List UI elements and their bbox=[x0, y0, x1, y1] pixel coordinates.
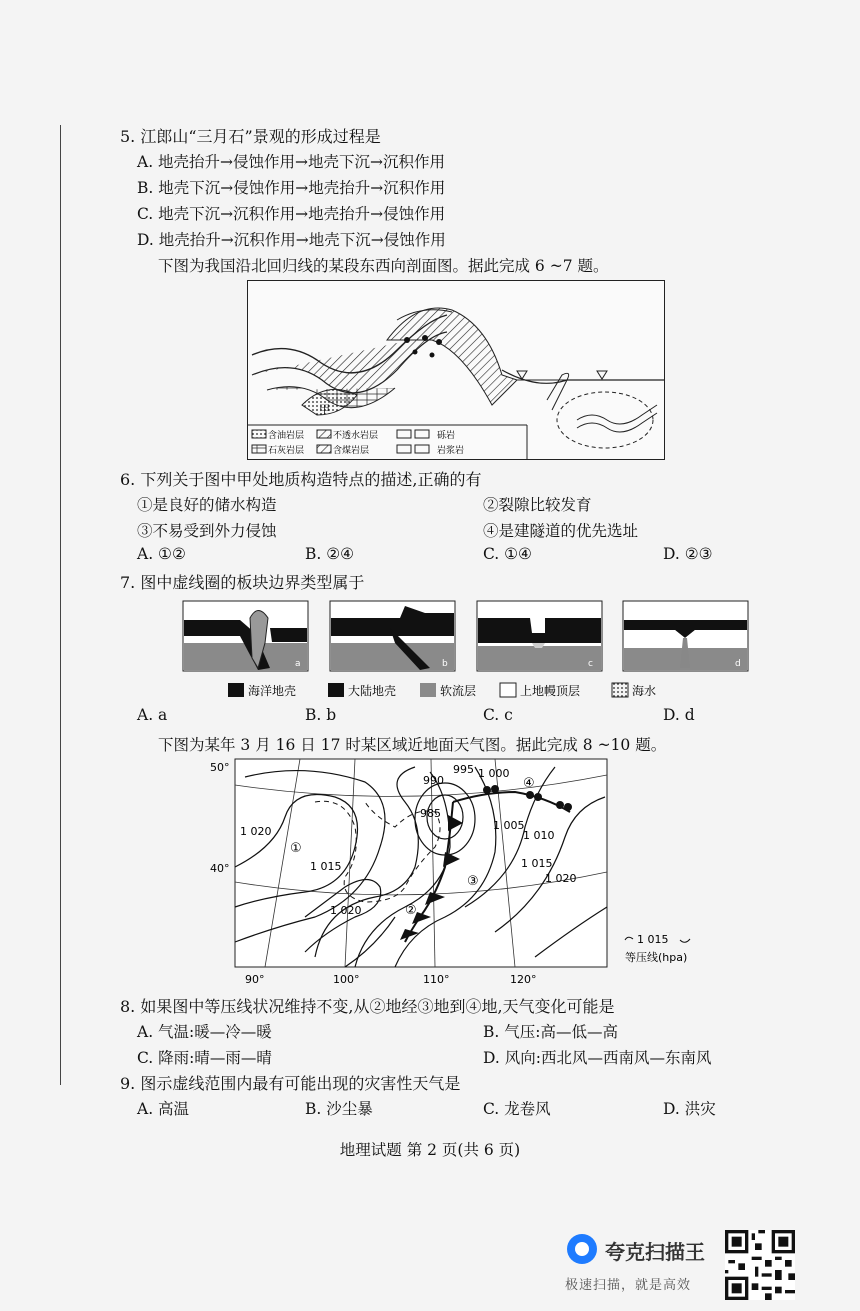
legend-isobar-label: 等压线(hpa) bbox=[625, 951, 688, 964]
isobar-995: 995 bbox=[453, 763, 474, 776]
intro-8-10: 下图为某年 3 月 16 日 17 时某区域近地面天气图。据此完成 8 ~10 题。 bbox=[158, 736, 667, 754]
plate-boundary-figure bbox=[180, 598, 750, 706]
panel-c bbox=[477, 601, 602, 671]
point-1: ① bbox=[290, 841, 302, 856]
q5-stem: 5. 江郎山“三月石”景观的形成过程是 bbox=[120, 127, 381, 146]
q6-option-c: C. ①④ bbox=[483, 545, 532, 563]
quark-logo-icon bbox=[567, 1234, 597, 1264]
q7-option-c: C. c bbox=[483, 706, 513, 724]
legend-continental: 大陆地壳 bbox=[348, 684, 397, 698]
weather-map-figure bbox=[205, 757, 710, 987]
point-3: ③ bbox=[467, 874, 479, 889]
q6-item-2: ②裂隙比较发育 bbox=[483, 496, 592, 514]
isobar-1015-east: 1 015 bbox=[521, 857, 553, 870]
lat-40: 40° bbox=[210, 862, 230, 875]
lon-100: 100° bbox=[333, 973, 360, 986]
legend-oceanic: 海洋地壳 bbox=[248, 684, 297, 698]
legend-asthenosphere: 软流层 bbox=[440, 684, 477, 698]
page-footer: 地理试题 第 2 页(共 6 页) bbox=[339, 1141, 521, 1159]
scanner-watermark bbox=[565, 1230, 805, 1300]
lon-90: 90° bbox=[245, 973, 265, 986]
q8-stem: 8. 如果图中等压线状况维持不变,从②地经③地到④地,天气变化可能是 bbox=[120, 997, 615, 1016]
q6-stem: 6. 下列关于图中甲处地质构造特点的描述,正确的有 bbox=[120, 470, 482, 489]
q7-option-b: B. b bbox=[305, 706, 337, 724]
isobar-1010: 1 010 bbox=[523, 829, 555, 842]
legend-oil: 含油岩层 bbox=[268, 431, 305, 441]
q6-item-3: ③不易受到外力侵蚀 bbox=[137, 522, 277, 540]
isobar-1005: 1 005 bbox=[493, 819, 525, 832]
lon-120: 120° bbox=[510, 973, 537, 986]
legend-impermeable: 不透水岩层 bbox=[333, 431, 379, 441]
legend-limestone: 石灰岩层 bbox=[268, 446, 305, 456]
q5-option-d: D. 地壳抬升→沉积作用→地壳下沉→侵蚀作用 bbox=[137, 231, 446, 249]
q8-option-c: C. 降雨:晴—雨—晴 bbox=[137, 1049, 272, 1067]
panel-a bbox=[183, 601, 308, 671]
q9-option-a: A. 高温 bbox=[137, 1100, 190, 1118]
isobar-1020-east: 1 020 bbox=[545, 872, 577, 885]
qr-code-icon bbox=[725, 1230, 795, 1300]
q6-option-d: D. ②③ bbox=[663, 545, 713, 563]
q6-option-b: B. ②④ bbox=[305, 545, 355, 563]
q6-item-4: ④是建隧道的优先选址 bbox=[483, 522, 639, 540]
q6-option-a: A. ①② bbox=[137, 545, 186, 563]
q7-stem: 7. 图中虚线圈的板块边界类型属于 bbox=[120, 573, 365, 592]
margin-line bbox=[60, 125, 61, 1085]
q9-option-b: B. 沙尘暴 bbox=[305, 1100, 373, 1118]
panel-b-label: b bbox=[442, 659, 448, 669]
watermark-subtitle: 极速扫描，就是高效 bbox=[565, 1278, 692, 1293]
panel-d bbox=[623, 601, 748, 671]
panel-c-label: c bbox=[588, 659, 593, 669]
legend-upper-mantle: 上地幔顶层 bbox=[520, 684, 581, 698]
legend-magma: 岩浆岩 bbox=[437, 446, 465, 456]
legend-isobar-value: 1 015 bbox=[637, 933, 669, 946]
q8-option-b: B. 气压:高—低—高 bbox=[483, 1023, 618, 1041]
isobar-1020-south: 1 020 bbox=[330, 904, 362, 917]
isobar-990: 990 bbox=[423, 774, 444, 787]
lon-110: 110° bbox=[423, 973, 450, 986]
isobar-985: 985 bbox=[420, 807, 441, 820]
point-4: ④ bbox=[523, 776, 535, 791]
cross-section-figure bbox=[247, 280, 665, 460]
q5-option-b: B. 地壳下沉→侵蚀作用→地壳抬升→沉积作用 bbox=[137, 179, 446, 197]
legend-coal: 含煤岩层 bbox=[333, 446, 370, 456]
isobar-1015-west: 1 015 bbox=[310, 860, 342, 873]
q9-option-d: D. 洪灾 bbox=[663, 1100, 716, 1118]
panel-a-label: a bbox=[295, 659, 301, 669]
q5-option-c: C. 地壳下沉→沉积作用→地壳抬升→侵蚀作用 bbox=[137, 205, 446, 223]
jia-label: 甲 bbox=[319, 403, 330, 416]
q7-option-a: A. a bbox=[137, 706, 168, 724]
q6-item-1: ①是良好的储水构造 bbox=[137, 496, 277, 514]
q5-option-a: A. 地壳抬升→侵蚀作用→地壳下沉→沉积作用 bbox=[137, 153, 446, 171]
q8-option-a: A. 气温:暖—冷—暖 bbox=[137, 1023, 272, 1041]
q7-option-d: D. d bbox=[663, 706, 695, 724]
q8-option-d: D. 风向:西北风—西南风—东南风 bbox=[483, 1049, 712, 1067]
q9-option-c: C. 龙卷风 bbox=[483, 1100, 551, 1118]
lat-50: 50° bbox=[210, 761, 230, 774]
legend-conglomerate: 砾岩 bbox=[437, 431, 456, 441]
q9-stem: 9. 图示虚线范围内最有可能出现的灾害性天气是 bbox=[120, 1074, 461, 1093]
panel-b bbox=[330, 601, 455, 671]
isobar-1000: 1 000 bbox=[478, 767, 510, 780]
legend-seawater: 海水 bbox=[632, 684, 657, 698]
panel-d-label: d bbox=[735, 659, 741, 669]
point-2: ② bbox=[405, 903, 417, 918]
watermark-title: 夸克扫描王 bbox=[605, 1240, 705, 1264]
intro-6-7: 下图为我国沿北回归线的某段东西向剖面图。据此完成 6 ~7 题。 bbox=[158, 257, 609, 275]
isobar-1020-west: 1 020 bbox=[240, 825, 272, 838]
